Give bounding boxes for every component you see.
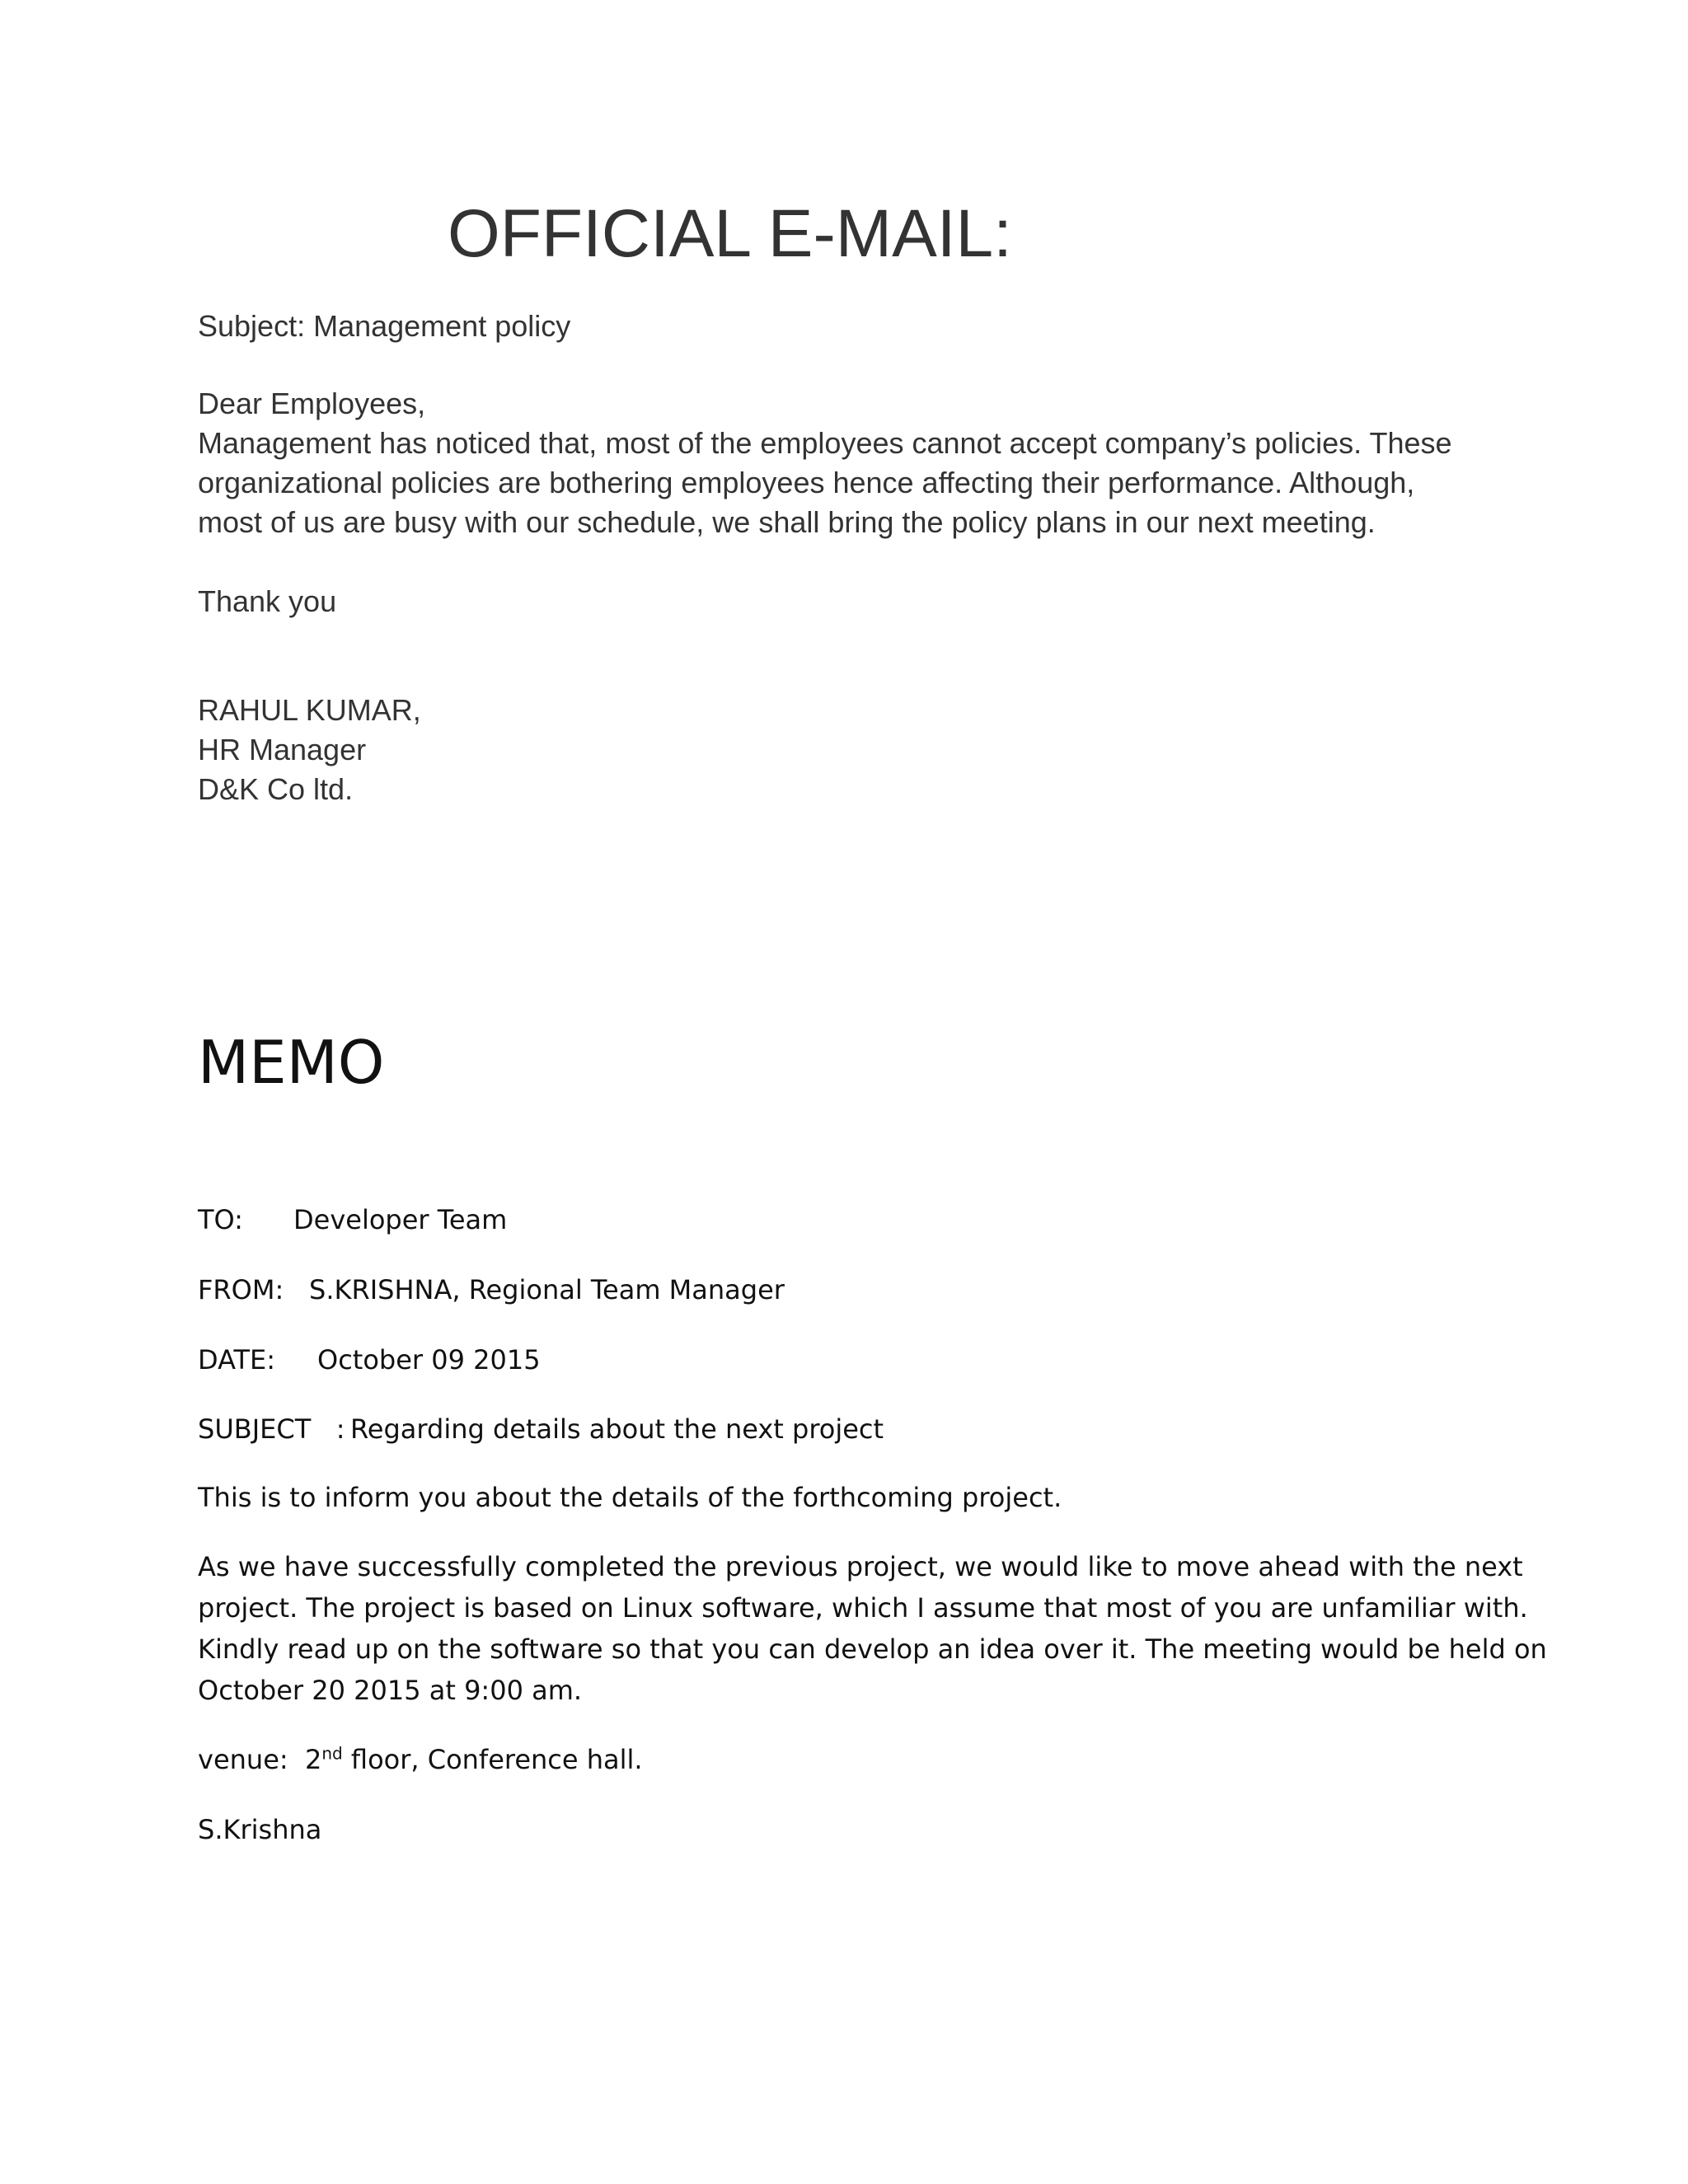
memo-subject-value: Regarding details about the next project bbox=[350, 1413, 884, 1445]
memo-body-line: As we have successfully completed the previous project, we would like to move ahead with the next bbox=[198, 1551, 1523, 1582]
memo-venue-suffix: floor, Conference hall. bbox=[342, 1744, 643, 1775]
memo-to-value: Developer Team bbox=[293, 1204, 508, 1235]
memo-body-line: Kindly read up on the software so that you can develop an idea over it. The meeting would be held on bbox=[198, 1633, 1547, 1665]
memo-title: MEMO bbox=[198, 1028, 385, 1097]
email-title: OFFICIAL E-MAIL: bbox=[448, 196, 1012, 271]
email-body-line: organizational policies are bothering employees hence affecting their performance. Although, bbox=[198, 466, 1415, 499]
memo-intro: This is to inform you about the details of the forthcoming project. bbox=[198, 1482, 1062, 1513]
email-signature-name: RAHUL KUMAR, bbox=[198, 693, 421, 727]
memo-date-value: October 09 2015 bbox=[317, 1344, 541, 1376]
email-greeting: Dear Employees, bbox=[198, 387, 426, 420]
email-signature-company: D&K Co ltd. bbox=[198, 772, 354, 806]
memo-body-line: October 20 2015 at 9:00 am. bbox=[198, 1675, 583, 1706]
email-body-line: most of us are busy with our schedule, we shall bring the policy plans in our next meeting. bbox=[198, 505, 1376, 539]
email-closing: Thank you bbox=[198, 584, 337, 618]
email-body-line: Management has noticed that, most of the employees cannot accept company’s policies. These bbox=[198, 426, 1452, 460]
email-signature-role: HR Manager bbox=[198, 733, 367, 766]
memo-signature: S.Krishna bbox=[198, 1814, 322, 1845]
email-subject: Subject: Management policy bbox=[198, 309, 571, 343]
memo-subject-label: SUBJECT : bbox=[198, 1413, 345, 1445]
memo-from-line bbox=[198, 1269, 785, 1310]
memo-date-line bbox=[198, 1339, 541, 1380]
memo-to-line bbox=[198, 1199, 507, 1240]
memo-to-label: TO: bbox=[198, 1204, 243, 1235]
memo-venue bbox=[198, 1739, 643, 1780]
memo-venue-superscript: nd bbox=[321, 1743, 343, 1764]
memo-from-label: FROM: bbox=[198, 1274, 284, 1305]
memo-body-line: project. The project is based on Linux software, which I assume that most of you are unfamiliar with. bbox=[198, 1592, 1528, 1624]
memo-subject-line bbox=[198, 1408, 884, 1450]
memo-date-label: DATE: bbox=[198, 1344, 276, 1376]
memo-from-value: S.KRISHNA, Regional Team Manager bbox=[309, 1274, 785, 1305]
memo-venue-prefix: venue: 2 bbox=[198, 1744, 322, 1775]
